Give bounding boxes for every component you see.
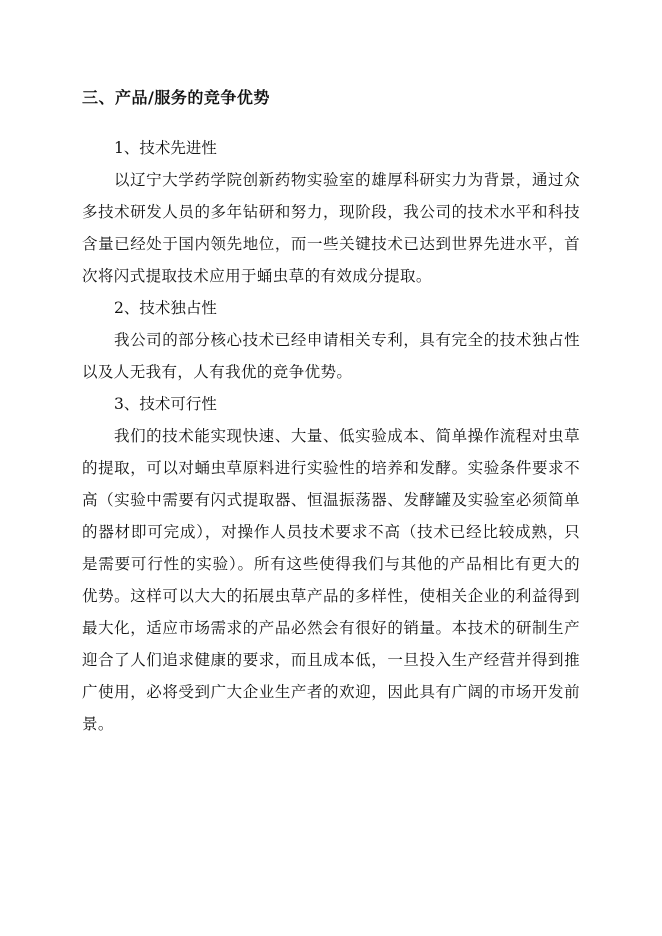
item-body-feasible: 我们的技术能实现快速、大量、低实验成本、简单操作流程对虫草的提取，可以对蛹虫草原料进行实验性的培养和发酵。实验条件要求不高（实验中需要有闪式提取器、恒温振荡器、发酵罐及实验室必须简单的器材即可完成），对操作人员技术要求不高（技术已经比较成熟，只是需要可行性的实验）。所有这些使得我们与其他的产品相比有更大的优势。这样可以大大的拓展虫草产品的多样性，使相关企业的利益得到最大化，适应市场需求的产品必然会有很好的销量。本技术的研制生产迎合了人们追求健康的要求，而且成本低，一旦投入生产经营并得到推广使用，必将受到广大企业生产者的欢迎，因此具有广阔的市场开发前景。 (82, 427, 580, 733)
item-body-exclusive: 我公司的部分核心技术已经申请相关专利，具有完全的技术独占性以及人无我有，人有我优的竞争优势。 (82, 331, 580, 381)
item-advanced (82, 132, 580, 292)
item-heading-advanced: 1、技术先进性 (114, 139, 217, 157)
item-heading-feasible: 3、技术可行性 (114, 395, 217, 413)
item-exclusive (82, 292, 580, 388)
item-feasible (82, 388, 580, 740)
item-body-advanced: 以辽宁大学药学院创新药物实验室的雄厚科研实力为背景，通过众多技术研发人员的多年钻研和努力，现阶段，我公司的技术水平和科技含量已经处于国内领先地位，而一些关键技术已达到世界先进水平，首次将闪式提取技术应用于蛹虫草的有效成分提取。 (82, 171, 580, 285)
item-heading-exclusive: 2、技术独占性 (114, 299, 217, 317)
section-title: 三、产品/服务的竞争优势 (82, 88, 270, 107)
